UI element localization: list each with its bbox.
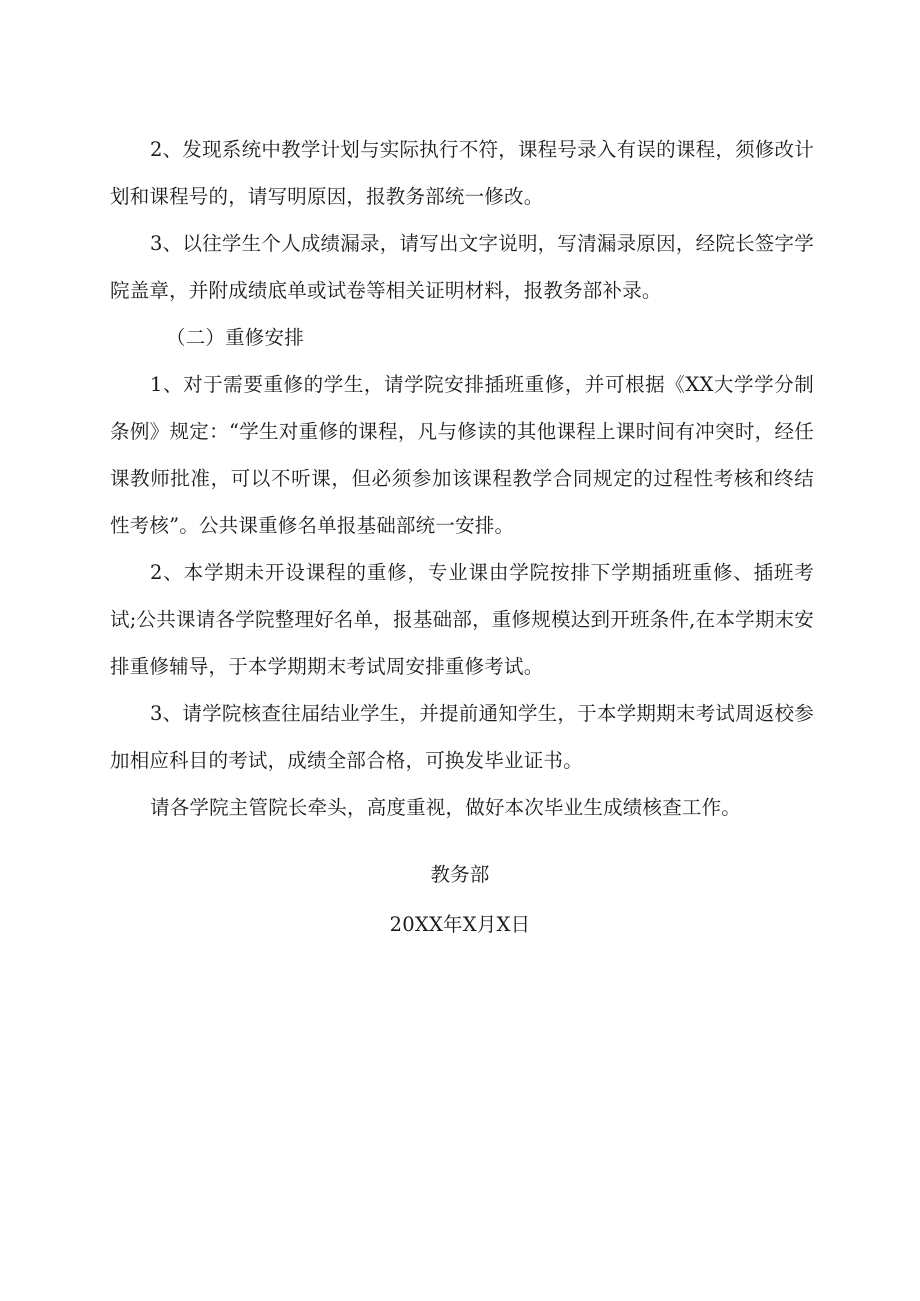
document-body: [110, 126, 814, 831]
section-heading-retake: （二）重修安排: [166, 326, 304, 349]
signature-date: 20XX年X月X日: [389, 913, 531, 936]
paragraph-item-3-missing-grades: 3、以往学生个人成绩漏录，请写出文字说明，写清漏录原因，经院长签字学院盖章，并附成绩底单或试卷等相关证明材料，报教务部补录。: [110, 232, 814, 302]
paragraph-retake-2: 2、本学期未开设课程的重修，专业课由学院按排下学期插班重修、插班考试;公共课请各学院整理好名单，报基础部，重修规模达到开班条件,在本学期末安排重修辅导，于本学期期末考试周安排重修考试。: [110, 561, 814, 678]
signature-department: 教务部: [430, 863, 490, 886]
paragraph-closing: 请各学院主管院长牵头，高度重视，做好本次毕业生成绩核查工作。: [150, 796, 742, 819]
paragraph-retake-3: 3、请学院核查往届结业学生，并提前通知学生，于本学期期末考试周返校参加相应科目的考试，成绩全部合格，可换发毕业证书。: [110, 702, 814, 772]
paragraph-item-2-plan-correction: 2、发现系统中教学计划与实际执行不符，课程号录入有误的课程，须修改计划和课程号的，请写明原因，报教务部统一修改。: [110, 138, 814, 208]
paragraph-retake-1: 1、对于需要重修的学生，请学院安排插班重修，并可根据《XX大学学分制条例》规定：“学生对重修的课程，凡与修读的其他课程上课时间有冲突时，经任课教师批准，可以不听课，但必须参加该课程教学合同规定的过程性考核和终结性考核”。公共课重修名单报基础部统一安排。: [110, 373, 814, 537]
